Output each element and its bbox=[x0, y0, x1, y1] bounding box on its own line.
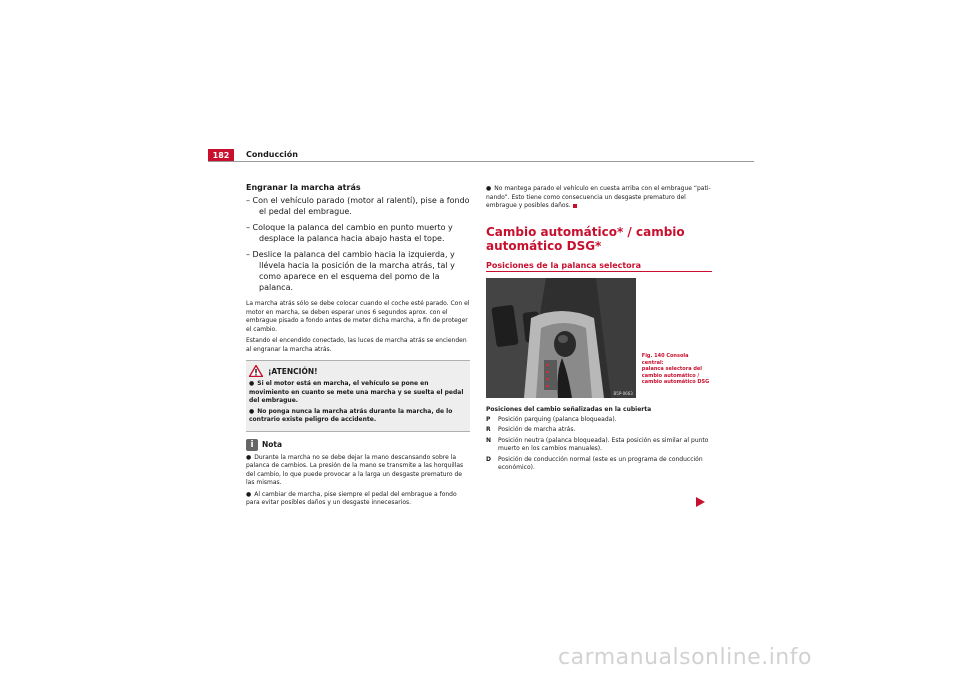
figure-code: B5P-0663 bbox=[613, 390, 633, 396]
note-item: ● Al cambiar de marcha, pise siempre el pedal del embrague a fondo para evitar posibles daños y un desgaste innecesarios. bbox=[246, 490, 457, 506]
gear-selector-photo bbox=[486, 278, 636, 398]
step-2: – Coloque la palanca del cambio en punto muerto y desplace la palanca hacia abajo hasta el tope. bbox=[246, 223, 453, 243]
list-item: P Posición parquing (palanca bloqueada). bbox=[486, 415, 617, 423]
warning-triangle-icon bbox=[249, 365, 263, 377]
paragraph-reverse-info: La marcha atrás sólo se debe colocar cuando el coche esté parado. Con el motor en marcha, se deben esperar unos 6 segundos aprox. con el embrague pisado a fondo antes de meter dicha marcha, a fin de proteger el cambio. bbox=[246, 300, 470, 333]
positions-list-title: Posiciones del cambio señalizadas en la cubierta bbox=[486, 405, 652, 413]
section-title: Conducción bbox=[246, 150, 298, 159]
bullet-icon: ● bbox=[486, 185, 492, 192]
info-icon: i bbox=[246, 439, 258, 451]
console-illustration bbox=[486, 278, 636, 398]
page-number: 182 bbox=[208, 149, 234, 162]
warning-item: ● No ponga nunca la marcha atrás durante la marcha, de lo contrario existe peligro de accidente. bbox=[249, 407, 453, 423]
end-of-section-icon bbox=[573, 204, 577, 208]
step-3: – Deslice la palanca del cambio hacia la izquierda, y llévela hacia la posición de la marcha atrás, tal y como aparece en el esquema del pomo de la palanca. bbox=[246, 250, 455, 292]
figure-caption: Fig. 140 Consola central: palanca selectora del cambio automático / cambio automático DSG bbox=[641, 353, 710, 385]
warning-box bbox=[246, 360, 470, 432]
subheading-selector-positions: Posiciones de la palanca selectora bbox=[486, 261, 712, 272]
right-column bbox=[486, 185, 712, 475]
paragraph-reverse-lights: Estando el encendido conectado, las luces de marcha atrás se encienden al engranar la marcha atrás. bbox=[246, 337, 467, 353]
figure-140 bbox=[486, 278, 712, 398]
next-page-arrow-icon[interactable] bbox=[696, 497, 705, 507]
subheading-reverse-gear: Engranar la marcha atrás bbox=[246, 183, 361, 192]
bullet-icon: ● bbox=[249, 407, 255, 415]
heading-automatic-gearbox: Cambio automático* / cambio automático DSG* bbox=[486, 224, 685, 253]
list-item: R Posición de marcha atrás. bbox=[486, 426, 576, 433]
clutch-bullet: ● No mantega parado el vehículo en cuesta arriba con el embrague “pati-nando”. Esto tiene como consecuencia un desgaste prematuro del embrague y posibles daños. bbox=[486, 185, 711, 209]
note-item: ● Durante la marcha no se debe dejar la mano descansando sobre la palanca de cambios. La presión de la mano se transmite a las horquillas del cambio, lo que puede provocar a la larga un desgaste prematuro de las mismas. bbox=[246, 453, 464, 486]
watermark: carmanualsonline.info bbox=[558, 645, 812, 670]
bullet-icon: ● bbox=[249, 380, 255, 387]
note-header bbox=[246, 439, 470, 451]
bullet-icon: ● bbox=[246, 490, 252, 498]
header-rule bbox=[208, 161, 754, 162]
list-item: D Posición de conducción normal (este es un programa de conducción económico). bbox=[486, 455, 703, 471]
step-1: – Con el vehículo parado (motor al ralentí), pise a fondo el pedal del embrague. bbox=[246, 196, 470, 216]
bullet-icon: ● bbox=[246, 453, 252, 461]
left-column bbox=[246, 183, 470, 511]
warning-header bbox=[249, 365, 467, 377]
warning-title: ¡ATENCIÓN! bbox=[268, 366, 318, 376]
note-title: Nota bbox=[262, 440, 283, 449]
warning-item: ● Si el motor está en marcha, el vehículo se pone en movimiento en cuanto se mete una marcha y se suelta el pedal del embrague. bbox=[249, 380, 464, 404]
list-item: N Posición neutra (palanca bloqueada). Esta posición es similar al punto muerto en los cambios manuales). bbox=[486, 436, 709, 452]
